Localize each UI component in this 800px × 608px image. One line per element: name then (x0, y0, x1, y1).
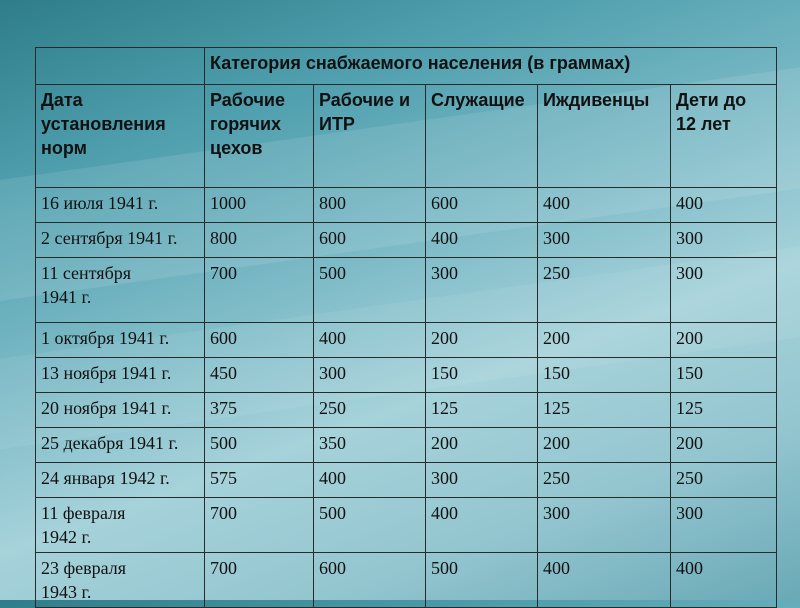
table-row (36, 258, 777, 323)
column-header-children: Дети до 12 лет (671, 85, 777, 188)
value-cell: 600 (314, 223, 426, 258)
value-cell: 500 (205, 428, 314, 463)
value-cell: 450 (205, 358, 314, 393)
value-cell: 300 (426, 463, 538, 498)
value-cell: 350 (314, 428, 426, 463)
value-cell: 400 (426, 223, 538, 258)
value-cell: 600 (314, 553, 426, 608)
value-cell: 200 (538, 323, 671, 358)
value-cell: 400 (426, 498, 538, 553)
value-cell: 300 (538, 223, 671, 258)
value-cell: 300 (671, 498, 777, 553)
value-cell: 250 (538, 463, 671, 498)
value-cell: 800 (314, 188, 426, 223)
header-row-columns (36, 85, 777, 188)
value-cell: 400 (671, 553, 777, 608)
value-cell: 250 (314, 393, 426, 428)
value-cell: 125 (538, 393, 671, 428)
value-cell: 300 (538, 498, 671, 553)
table-row (36, 393, 777, 428)
value-cell: 700 (205, 258, 314, 323)
header-row-group (36, 48, 777, 85)
column-header-date: Дата установления норм (36, 85, 205, 188)
value-cell: 500 (426, 553, 538, 608)
value-cell: 300 (314, 358, 426, 393)
table-row (36, 188, 777, 223)
category-group-header: Категория снабжаемого населения (в граммах) (205, 48, 777, 85)
value-cell: 400 (671, 188, 777, 223)
table-row (36, 553, 777, 608)
table-row (36, 323, 777, 358)
table-row (36, 498, 777, 553)
value-cell: 200 (426, 323, 538, 358)
date-cell: 11 сентября 1941 г. (36, 258, 205, 323)
value-cell: 300 (671, 223, 777, 258)
value-cell: 400 (314, 323, 426, 358)
date-cell: 20 ноября 1941 г. (36, 393, 205, 428)
value-cell: 700 (205, 553, 314, 608)
ration-norms-table (35, 47, 777, 608)
value-cell: 200 (426, 428, 538, 463)
value-cell: 1000 (205, 188, 314, 223)
value-cell: 500 (314, 498, 426, 553)
value-cell: 200 (538, 428, 671, 463)
column-header-workers-itr: Рабочие и ИТР (314, 85, 426, 188)
value-cell: 250 (671, 463, 777, 498)
value-cell: 500 (314, 258, 426, 323)
value-cell: 200 (671, 323, 777, 358)
value-cell: 150 (538, 358, 671, 393)
header-empty-cell (36, 48, 205, 85)
value-cell: 200 (671, 428, 777, 463)
value-cell: 600 (205, 323, 314, 358)
value-cell: 150 (426, 358, 538, 393)
value-cell: 575 (205, 463, 314, 498)
value-cell: 400 (538, 188, 671, 223)
table-row (36, 463, 777, 498)
date-cell: 25 декабря 1941 г. (36, 428, 205, 463)
date-cell: 11 февраля 1942 г. (36, 498, 205, 553)
date-cell: 16 июля 1941 г. (36, 188, 205, 223)
value-cell: 375 (205, 393, 314, 428)
value-cell: 400 (538, 553, 671, 608)
table-row (36, 428, 777, 463)
date-cell: 1 октября 1941 г. (36, 323, 205, 358)
value-cell: 150 (671, 358, 777, 393)
table-row (36, 223, 777, 258)
value-cell: 600 (426, 188, 538, 223)
value-cell: 400 (314, 463, 426, 498)
column-header-dependents: Иждивенцы (538, 85, 671, 188)
date-cell: 2 сентября 1941 г. (36, 223, 205, 258)
value-cell: 300 (671, 258, 777, 323)
value-cell: 250 (538, 258, 671, 323)
value-cell: 125 (671, 393, 777, 428)
column-header-employees: Служащие (426, 85, 538, 188)
value-cell: 300 (426, 258, 538, 323)
date-cell: 24 января 1942 г. (36, 463, 205, 498)
column-header-hot-shop-workers: Рабочие горячих цехов (205, 85, 314, 188)
value-cell: 700 (205, 498, 314, 553)
value-cell: 125 (426, 393, 538, 428)
table-row (36, 358, 777, 393)
date-cell: 13 ноября 1941 г. (36, 358, 205, 393)
value-cell: 800 (205, 223, 314, 258)
date-cell: 23 февраля 1943 г. (36, 553, 205, 608)
